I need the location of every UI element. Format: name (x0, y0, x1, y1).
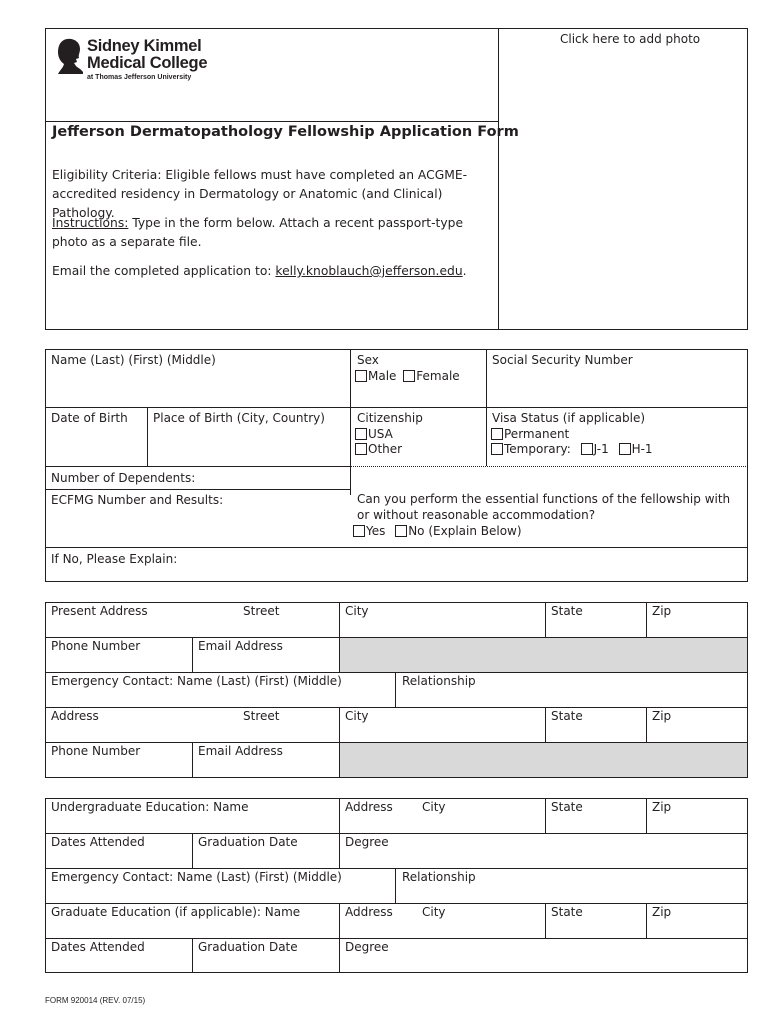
grid-line (351, 466, 748, 467)
street-label: Street (243, 604, 280, 618)
grid-line (45, 407, 748, 408)
undergrad-dates-field[interactable]: Dates Attended (51, 835, 145, 849)
undergrad-address-field[interactable]: Address (345, 800, 393, 814)
grid-line (339, 637, 340, 672)
male-checkbox[interactable] (355, 370, 367, 382)
emergency-state-field[interactable]: State (551, 709, 583, 723)
instructions-label: Instructions: (52, 216, 129, 230)
grid-line (350, 349, 351, 495)
grid-line (45, 547, 748, 548)
graduate-state-field[interactable]: State (551, 905, 583, 919)
grid-line (339, 798, 340, 833)
emergency-email-field[interactable]: Email Address (198, 744, 283, 758)
grid-line (545, 707, 546, 742)
grid-line (45, 489, 351, 490)
grid-line (192, 637, 193, 672)
undergrad-name-field[interactable]: Undergraduate Education: Name (51, 800, 249, 814)
grid-line (339, 938, 340, 973)
citizenship-label: Citizenship (357, 411, 423, 425)
emergency-city-field[interactable]: City (345, 709, 369, 723)
dob-field[interactable]: Date of Birth (51, 411, 128, 425)
undergrad-degree-field[interactable]: Degree (345, 835, 389, 849)
shaded-cell (340, 743, 747, 777)
grid-line (339, 833, 340, 868)
undergrad-city-label: City (422, 800, 446, 814)
form-number: FORM 920014 (REV. 07/15) (45, 996, 146, 1005)
essential-answers (353, 524, 522, 539)
permanent-checkbox[interactable] (491, 428, 503, 440)
sex-label: Sex (357, 353, 379, 367)
instructions-text: Type in the form below. Attach a recent passport-type photo as a separate file. (52, 216, 464, 249)
undergrad-graduation-field[interactable]: Graduation Date (198, 835, 298, 849)
logo (56, 37, 226, 87)
grid-line (147, 407, 148, 466)
logo-subtitle: at Thomas Jefferson University (87, 74, 192, 81)
other-checkbox[interactable] (355, 443, 367, 455)
grid-line (339, 903, 340, 938)
graduate-dates-field[interactable]: Dates Attended (51, 940, 145, 954)
photo-upload-area[interactable] (499, 29, 747, 329)
grid-line (45, 707, 748, 708)
sex-options (355, 369, 460, 384)
ssn-field[interactable]: Social Security Number (492, 353, 633, 367)
email-prefix: Email the completed application to: (52, 264, 276, 278)
emergency-address-field[interactable]: Address (51, 709, 99, 723)
visa-label: Visa Status (if applicable) (492, 411, 646, 425)
grid-line (339, 707, 340, 742)
visa-temporary (491, 442, 653, 457)
grid-line (45, 637, 748, 638)
email-suffix: . (462, 264, 467, 278)
undergrad-state-field[interactable]: State (551, 800, 583, 814)
grid-line (646, 602, 647, 637)
grid-line (545, 798, 546, 833)
grid-line (45, 938, 748, 939)
no-label: No (Explain Below) (408, 524, 522, 538)
education-emergency-field[interactable]: Emergency Contact: Name (Last) (First) (Middle) (51, 870, 342, 884)
grid-line (192, 938, 193, 973)
state-field[interactable]: State (551, 604, 583, 618)
essential-question: Can you perform the essential functions of the fellowship with or without reasonable accommodation? (357, 492, 731, 522)
header-logo-divider (45, 121, 499, 122)
female-label: Female (416, 369, 460, 383)
no-checkbox[interactable] (395, 525, 407, 537)
grid-line (395, 868, 396, 903)
female-checkbox[interactable] (403, 370, 415, 382)
usa-label: USA (368, 427, 393, 441)
temporary-checkbox[interactable] (491, 443, 503, 455)
graduate-graduation-field[interactable]: Graduation Date (198, 940, 298, 954)
email-instructions (52, 262, 496, 281)
grid-line (395, 672, 396, 707)
explain-field[interactable]: If No, Please Explain: (51, 552, 178, 566)
citizenship-other (355, 442, 402, 457)
form-title: Jefferson Dermatopathology Fellowship Application Form (52, 124, 519, 140)
emergency-phone-field[interactable]: Phone Number (51, 744, 141, 758)
graduate-name-field[interactable]: Graduate Education (if applicable): Name (51, 905, 301, 919)
citizenship-usa (355, 427, 393, 442)
grid-line (646, 798, 647, 833)
present-address-field[interactable]: Present Address (51, 604, 148, 618)
grid-line (545, 903, 546, 938)
h1-label: H-1 (631, 442, 653, 456)
email-field[interactable]: Email Address (198, 639, 283, 653)
instructions (52, 214, 496, 252)
education-section (45, 798, 748, 973)
logo-line-1: Sidney Kimmel (87, 37, 202, 55)
h1-checkbox[interactable] (619, 443, 631, 455)
male-label: Male (368, 369, 397, 383)
graduate-city-label: City (422, 905, 446, 919)
city-field[interactable]: City (345, 604, 369, 618)
grid-line (45, 903, 748, 904)
pob-field[interactable]: Place of Birth (City, Country) (153, 411, 325, 425)
emergency-zip-field[interactable]: Zip (652, 709, 672, 723)
email-link[interactable]: kelly.knoblauch@jefferson.edu (275, 264, 463, 278)
logo-line-2: Medical College (87, 54, 208, 72)
profile-silhouette-icon (56, 38, 84, 74)
emergency-contact-field[interactable]: Emergency Contact: Name (Last) (First) (Middle) (51, 674, 342, 688)
other-label: Other (368, 442, 403, 456)
grid-line (339, 742, 340, 778)
grid-line (45, 833, 748, 834)
grid-line (192, 742, 193, 778)
ecfmg-field[interactable]: ECFMG Number and Results: (51, 493, 224, 507)
j1-checkbox[interactable] (581, 443, 593, 455)
yes-label: Yes (366, 524, 386, 538)
yes-checkbox[interactable] (353, 525, 365, 537)
grid-line (545, 602, 546, 637)
grid-line (45, 868, 748, 869)
education-relationship-field[interactable]: Relationship (402, 870, 476, 884)
j1-label: J-1 (593, 442, 609, 456)
zip-field[interactable]: Zip (652, 604, 672, 618)
emergency-street-label: Street (243, 709, 280, 723)
eligibility-criteria: Eligibility Criteria: Eligible fellows must have completed an ACGME-accredited residency in Dermatology or Anatomic (and Clinical) Pathology. (52, 168, 468, 220)
visa-permanent (491, 427, 569, 442)
graduate-zip-field[interactable]: Zip (652, 905, 672, 919)
shaded-cell (340, 638, 747, 673)
dependents-field[interactable]: Number of Dependents: (51, 471, 196, 485)
undergrad-zip-field[interactable]: Zip (652, 800, 672, 814)
temporary-label: Temporary: (504, 442, 571, 456)
grid-line (339, 602, 340, 637)
grid-line (45, 672, 748, 673)
grid-line (646, 903, 647, 938)
phone-field[interactable]: Phone Number (51, 639, 141, 653)
permanent-label: Permanent (504, 427, 570, 441)
relationship-field[interactable]: Relationship (402, 674, 476, 688)
graduate-degree-field[interactable]: Degree (345, 940, 389, 954)
usa-checkbox[interactable] (355, 428, 367, 440)
photo-prompt[interactable]: Click here to add photo (560, 32, 701, 46)
grid-line (45, 742, 748, 743)
grid-line (45, 466, 351, 467)
graduate-address-field[interactable]: Address (345, 905, 393, 919)
name-field[interactable]: Name (Last) (First) (Middle) (51, 353, 216, 367)
grid-line (192, 833, 193, 868)
grid-line (646, 707, 647, 742)
